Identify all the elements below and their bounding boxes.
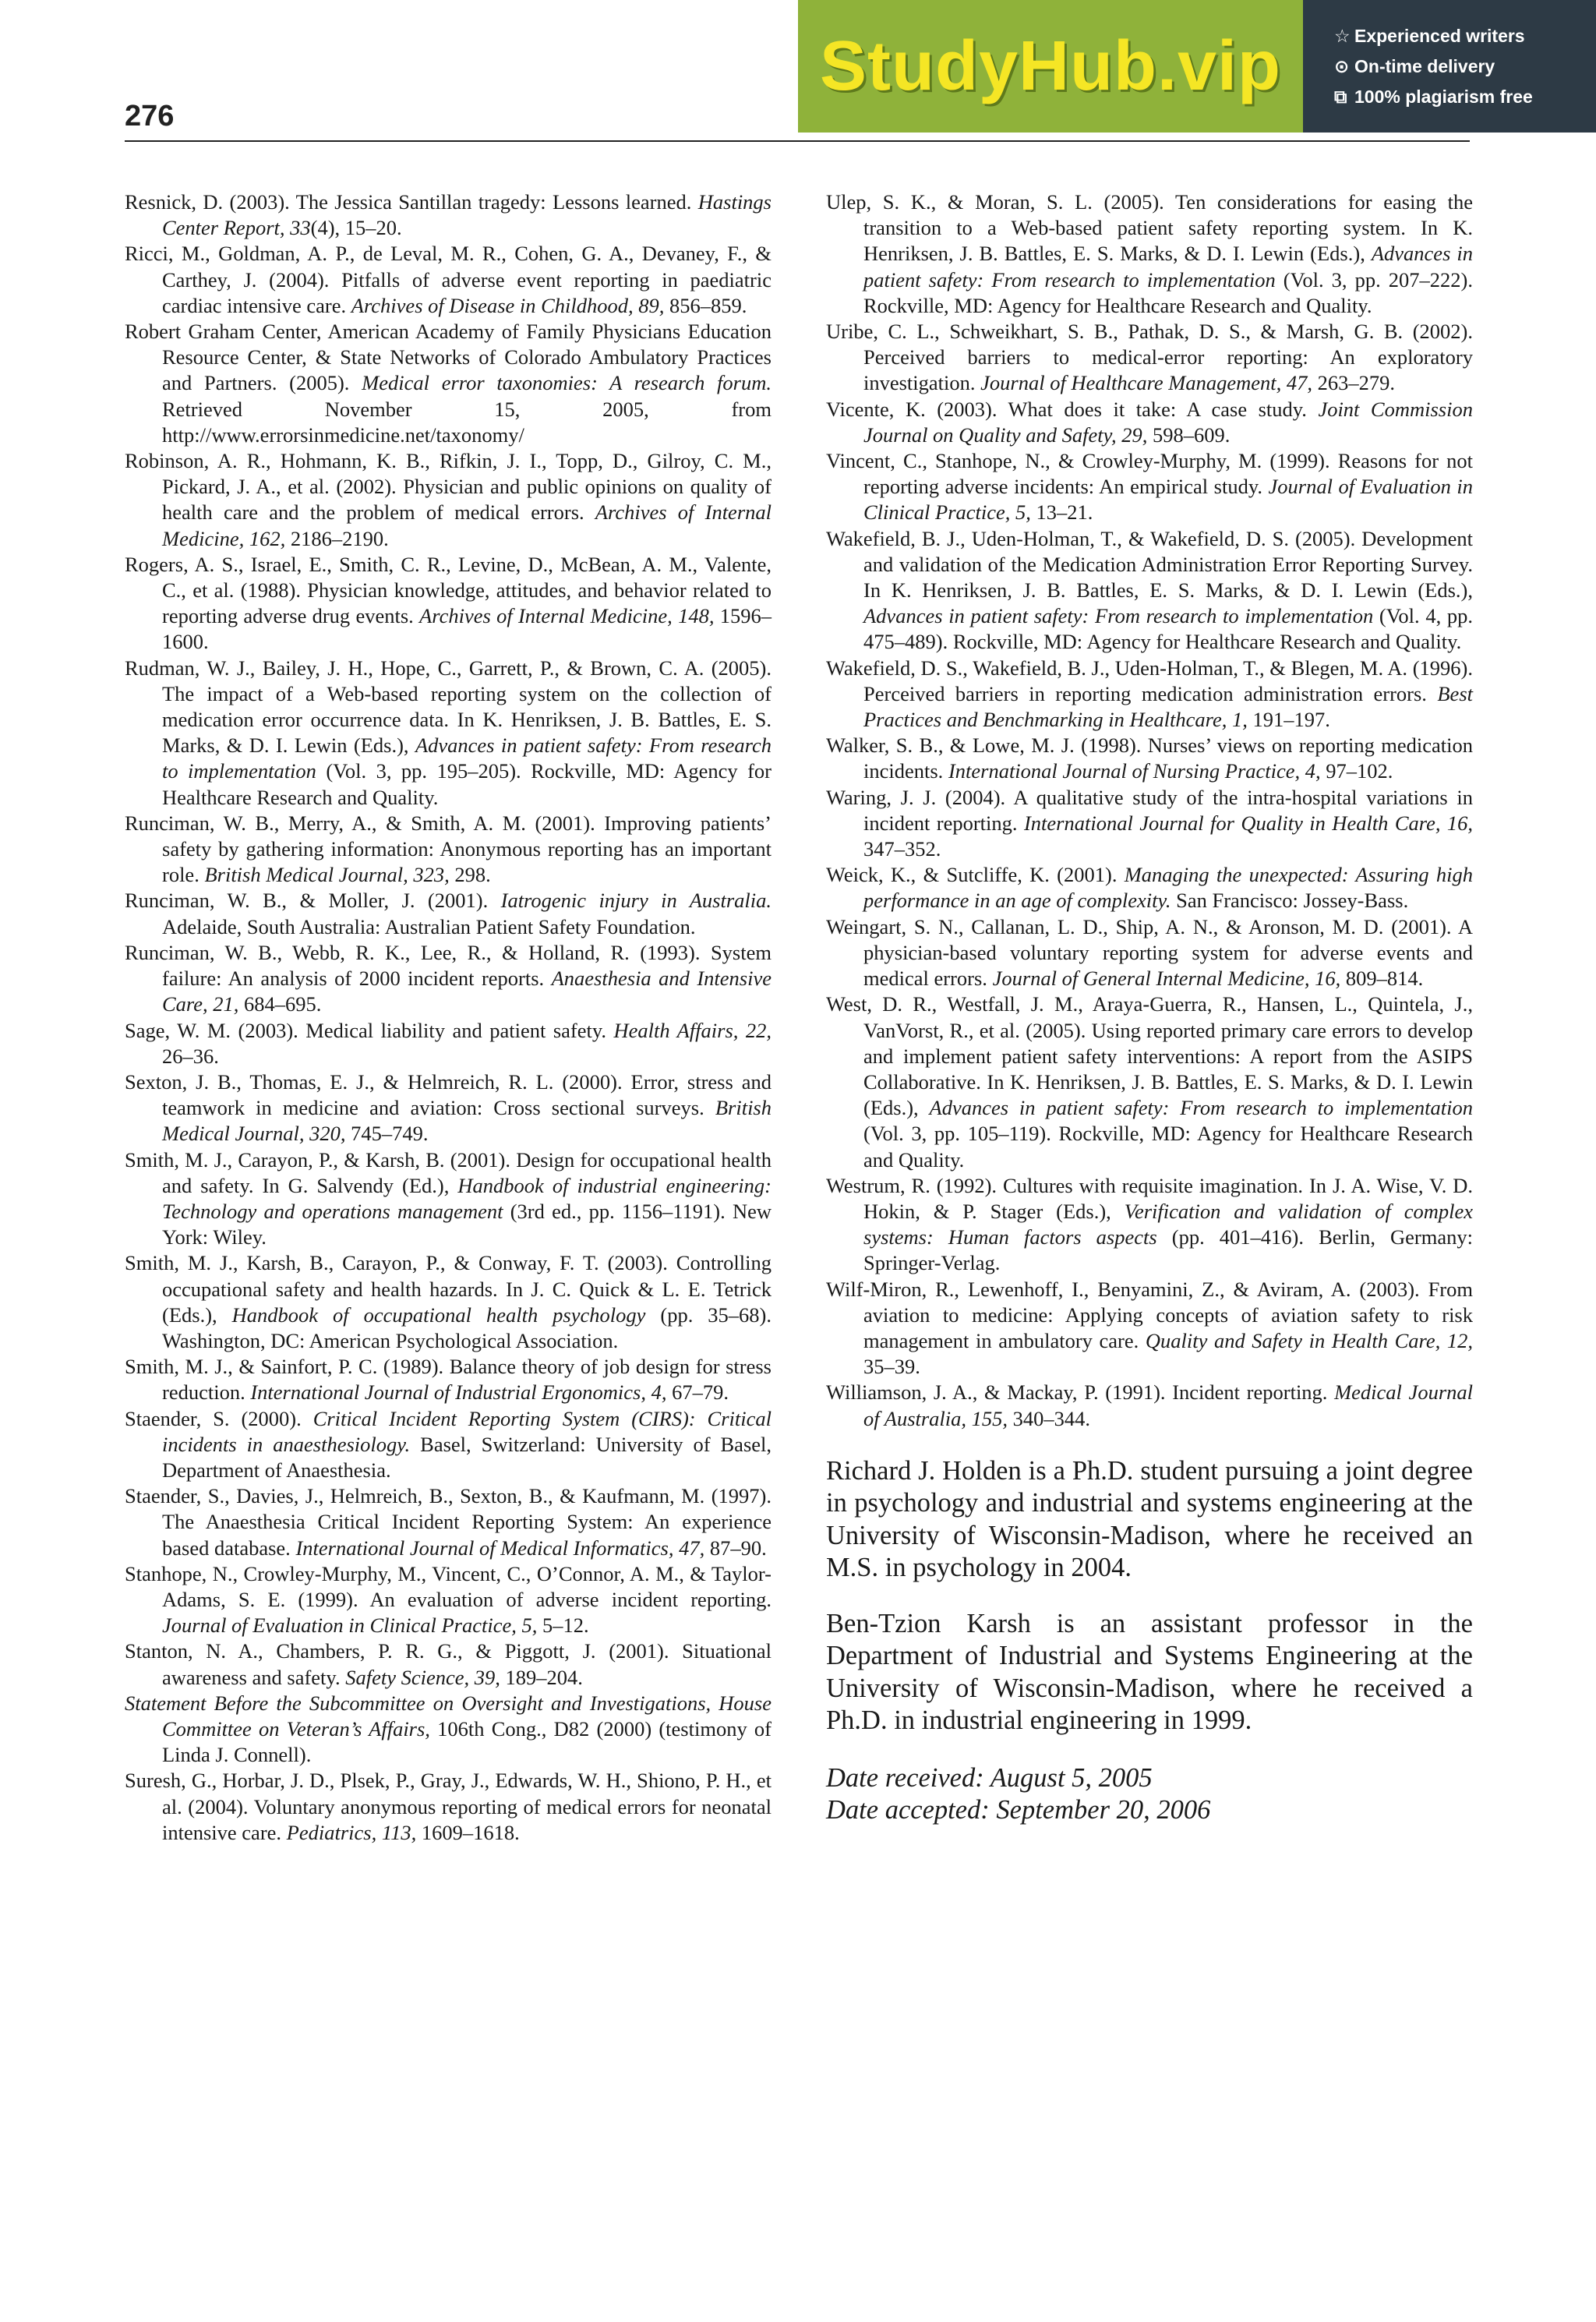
reference-details: 809–814. bbox=[1340, 967, 1424, 991]
banner-features bbox=[1303, 0, 1596, 133]
date-accepted: Date accepted: September 20, 2006 bbox=[826, 1795, 1211, 1825]
reference-text: Wakefield, D. S., Wakefield, B. J., Uden-Holman, T., & Blegen, M. A. (1996). Perceived barriers in reporting medication administration errors. bbox=[826, 656, 1473, 705]
reference-text: Staender, S., Davies, J., Helmreich, B., Sexton, B., & Kaufmann, M. (1997). The Anaesthesia Critical Incident Reporting System: An experience based database. bbox=[125, 1484, 772, 1560]
studyhub-logo-text: StudyHub.vip bbox=[820, 27, 1281, 105]
reference-details: 87–90. bbox=[704, 1536, 767, 1560]
reference-entry bbox=[125, 1147, 772, 1251]
reference-details: 26–36. bbox=[162, 1044, 219, 1068]
reference-entry bbox=[826, 319, 1473, 397]
reference-entry bbox=[125, 241, 772, 319]
reference-text: Wilf-Miron, R., Lewenhoff, I., Benyamini, Z., & Aviram, A. (2003). From aviation to medicine: Applying concepts of aviation safety to risk management in ambulatory care. bbox=[826, 1277, 1473, 1352]
reference-details: (pp. 35–68). Washington, DC: American Psychological Association. bbox=[162, 1302, 772, 1352]
reference-entry bbox=[826, 448, 1473, 526]
reference-text: Vicente, K. (2003). What does it take: A case study. bbox=[826, 397, 1319, 421]
reference-entry bbox=[826, 1380, 1473, 1431]
reference-entry bbox=[826, 189, 1473, 319]
reference-source: Managing the unexpected: Assuring high performance in an age of complexity. bbox=[863, 863, 1473, 913]
author-bio: Richard J. Holden is a Ph.D. student pursuing a joint degree in psychology and industrial and systems engineering at the University of Wisconsin-Madison, where he received an M.S. in psychology in 2004. bbox=[826, 1455, 1473, 1583]
reference-source: Advances in patient safety: From research to implementation bbox=[162, 733, 772, 783]
date-received: Date received: August 5, 2005 bbox=[826, 1762, 1153, 1793]
header-rule bbox=[125, 140, 1470, 142]
reference-source: Anaesthesia and Intensive Care, 21, bbox=[162, 967, 772, 1016]
banner-feature bbox=[1334, 26, 1596, 47]
reference-details: 340–344. bbox=[1008, 1406, 1091, 1430]
reference-source: Iatrogenic injury in Australia. bbox=[500, 889, 772, 913]
reference-entry bbox=[125, 1069, 772, 1147]
reference-entry bbox=[125, 1250, 772, 1354]
reference-text: Weick, K., & Sutcliffe, K. (2001). bbox=[826, 863, 1125, 887]
reference-source: Safety Science, 39, bbox=[345, 1665, 500, 1689]
reference-source: British Medical Journal, 320, bbox=[162, 1096, 772, 1146]
references-right-column bbox=[826, 189, 1473, 1827]
reference-text: Stanhope, N., Crowley-Murphy, M., Vincent, C., O’Connor, A. M., & Taylor-Adams, S. E. (1999). An evaluation of adverse incident reporting. bbox=[125, 1561, 772, 1611]
reference-text: Ricci, M., Goldman, A. P., de Leval, M. R., Cohen, G. A., Devaney, F., & Carthey, J. (2004). Pitfalls of adverse event reporting in paediatric cardiac intensive care. bbox=[125, 242, 772, 317]
reference-text: Runciman, W. B., Webb, R. K., Lee, R., & Holland, R. (1993). System failure: An analysis of 2000 incident reports. bbox=[125, 940, 772, 991]
reference-source: Journal of Evaluation in Clinical Practice, 5, bbox=[863, 475, 1473, 525]
reference-entry bbox=[826, 397, 1473, 448]
reference-text: Vincent, C., Stanhope, N., & Crowley-Murphy, M. (1999). Reasons for not reporting adverse incidents: An empirical study. bbox=[826, 449, 1473, 499]
reference-text: Robert Graham Center, American Academy of Family Physicians Education Resource Center, & State Networks of Colorado Ambulatory Practices and Partners. (2005). bbox=[125, 320, 772, 395]
studyhub-logo[interactable] bbox=[798, 0, 1303, 133]
reference-entry bbox=[125, 656, 772, 811]
reference-entry bbox=[125, 189, 772, 241]
reference-details: Basel, Switzerland: University of Basel, Department of Anaesthesia. bbox=[162, 1432, 772, 1482]
reference-text: West, D. R., Westfall, J. M., Araya-Guerra, R., Hansen, L., Quintela, J., VanVorst, R., et al. (2005). Using reported primary care errors to develop and implement patient safety interventions: A report from the ASIPS Collaborative. In K. Henriksen, J. B. Battles, E. S. Marks, & D. I. Lewin (Eds.), bbox=[826, 992, 1473, 1120]
banner-feature bbox=[1334, 87, 1596, 108]
reference-entry bbox=[125, 1638, 772, 1690]
reference-details: (Vol. 4, pp. 475–489). Rockville, MD: Agency for Healthcare Research and Quality. bbox=[863, 604, 1473, 654]
reference-details: 263–279. bbox=[1312, 371, 1396, 395]
reference-details: 35–39. bbox=[863, 1355, 920, 1379]
reference-text: Wakefield, B. J., Uden-Holman, T., & Wakefield, D. S. (2005). Development and validation of the Medication Administration Error Reporting Survey. In K. Henriksen, J. B. Battles, E. S. Marks, & D. I. Lewin (Eds.), bbox=[826, 526, 1473, 603]
reference-details: 298. bbox=[449, 863, 491, 887]
reference-details: Retrieved November 15, 2005, from http://www.errorsinmedicine.net/taxonomy/ bbox=[162, 397, 772, 447]
banner-feature-label: On-time delivery bbox=[1354, 55, 1495, 76]
reference-entry bbox=[125, 1354, 772, 1405]
author-bio: Ben-Tzion Karsh is an assistant professor in the Department of Industrial and Systems Engineering at the University of Wisconsin-Madison, where he received a Ph.D. in industrial engineering in 1999. bbox=[826, 1608, 1473, 1736]
reference-source: Journal of General Internal Medicine, 16, bbox=[992, 967, 1341, 991]
reference-details: (Vol. 3, pp. 105–119). Rockville, MD: Agency for Healthcare Research and Quality. bbox=[863, 1122, 1473, 1172]
reference-text: Sage, W. M. (2003). Medical liability and patient safety. bbox=[125, 1018, 614, 1042]
reference-details: 106th Cong., D82 (2000) (testimony of Linda J. Connell). bbox=[162, 1716, 772, 1767]
reference-details: 5–12. bbox=[537, 1613, 589, 1638]
reference-entry bbox=[826, 785, 1473, 863]
reference-text: Resnick, D. (2003). The Jessica Santillan tragedy: Lessons learned. bbox=[125, 190, 698, 214]
reference-text: Rogers, A. S., Israel, E., Smith, C. R., Levine, D., McBean, A. M., Valente, C., et al. (1988). Physician knowledge, attitudes, and behavior related to reporting adverse drug events. bbox=[125, 552, 772, 628]
reference-entry bbox=[826, 1277, 1473, 1380]
reference-details: (Vol. 3, pp. 207–222). Rockville, MD: Agency for Healthcare Research and Quality. bbox=[863, 267, 1474, 317]
reference-entry bbox=[125, 1768, 772, 1846]
reference-source: Advances in patient safety: From research to implementation bbox=[863, 604, 1374, 628]
reference-entry bbox=[826, 862, 1473, 914]
reference-text: Stanton, N. A., Chambers, P. R. G., & Piggott, J. (2001). Situational awareness and safety. bbox=[125, 1639, 772, 1689]
reference-text: Westrum, R. (1992). Cultures with requisite imagination. In J. A. Wise, V. D. Hokin, & P. Stager (Eds.), bbox=[826, 1173, 1473, 1223]
reference-details: 67–79. bbox=[666, 1380, 729, 1405]
reference-entry bbox=[125, 1483, 772, 1561]
reference-entry bbox=[125, 940, 772, 1018]
reference-entry bbox=[125, 319, 772, 448]
reference-details: 598–609. bbox=[1147, 422, 1231, 447]
reference-details: 745–749. bbox=[345, 1122, 429, 1146]
reference-details: San Francisco: Jossey-Bass. bbox=[1171, 889, 1409, 913]
reference-source: British Medical Journal, 323, bbox=[204, 863, 450, 887]
reference-source: Handbook of occupational health psychology bbox=[231, 1302, 646, 1327]
reference-source: Pediatrics, 113, bbox=[286, 1820, 417, 1844]
reference-source: International Journal of Nursing Practice, 4, bbox=[948, 759, 1321, 783]
reference-source: Critical Incident Reporting System (CIRS): Critical incidents in anaesthesiology. bbox=[162, 1406, 772, 1456]
reference-entry bbox=[125, 888, 772, 939]
reference-entry bbox=[125, 1018, 772, 1069]
reference-source: International Journal for Quality in Health Care, 16, bbox=[1023, 811, 1474, 835]
reference-source: Archives of Disease in Childhood, 89, bbox=[351, 293, 665, 317]
reference-source: Best Practices and Benchmarking in Healthcare, 1, bbox=[863, 681, 1473, 732]
reference-entry bbox=[125, 448, 772, 552]
reference-details: 191–197. bbox=[1247, 708, 1330, 732]
reference-details: Adelaide, South Australia: Australian Patient Safety Foundation. bbox=[162, 914, 696, 938]
reference-source: Archives of Internal Medicine, 162, bbox=[162, 500, 772, 550]
reference-text: Ulep, S. K., & Moran, S. L. (2005). Ten considerations for easing the transition to a Web-based patient safety reporting system. In K. Henriksen, J. B. Battles, E. S. Marks, & D. I. Lewin (Eds.), bbox=[826, 190, 1473, 266]
reference-entry bbox=[125, 1406, 772, 1484]
reference-text: Rudman, W. J., Bailey, J. H., Hope, C., Garrett, P., & Brown, C. A. (2005). The impact of a Web-based reporting system on the collection of medication error occurrence data. In K. Henriksen, J. B. Battles, E. S. Marks, & D. I. Lewin (Eds.), bbox=[125, 656, 772, 758]
star-icon: ☆ bbox=[1334, 25, 1351, 46]
reference-entry bbox=[826, 914, 1473, 992]
clock-icon: ⊙ bbox=[1334, 55, 1350, 76]
reference-entry bbox=[125, 552, 772, 656]
reference-source: International Journal of Industrial Ergonomics, 4, bbox=[250, 1380, 667, 1405]
reference-entry bbox=[826, 733, 1473, 784]
reference-text: Williamson, J. A., & Mackay, P. (1991). Incident reporting. bbox=[826, 1380, 1335, 1405]
copy-icon: ⧉ bbox=[1334, 86, 1347, 107]
banner-feature bbox=[1334, 56, 1596, 77]
reference-details: 13–21. bbox=[1030, 500, 1093, 525]
reference-source: Health Affairs, 22, bbox=[613, 1018, 772, 1042]
reference-details: (3rd ed., pp. 1156–1191). New York: Wiley. bbox=[162, 1199, 772, 1249]
ad-banner[interactable] bbox=[798, 0, 1596, 133]
reference-text: Smith, M. J., Karsh, B., Carayon, P., & Conway, F. T. (2003). Controlling occupational safety and health hazards. In J. C. Quick & L. E. Tetrick (Eds.), bbox=[125, 1251, 772, 1327]
reference-source: Journal of Healthcare Management, 47, bbox=[980, 371, 1313, 395]
reference-source: Joint Commission Journal on Quality and Safety, 29, bbox=[863, 397, 1473, 447]
reference-text: Runciman, W. B., Merry, A., & Smith, A. M. (2001). Improving patients’ safety by gathering information: Anonymous reporting has an important role. bbox=[125, 811, 772, 887]
reference-source: International Journal of Medical Informatics, 47, bbox=[295, 1536, 705, 1560]
banner-feature-label: 100% plagiarism free bbox=[1354, 86, 1533, 107]
reference-source: Hastings Center Report, 33 bbox=[162, 190, 772, 240]
reference-text: Staender, S. (2000). bbox=[125, 1406, 313, 1430]
reference-source: Advances in patient safety: From research to implementation bbox=[929, 1096, 1473, 1120]
reference-details: 97–102. bbox=[1320, 759, 1393, 783]
reference-text: Waring, J. J. (2004). A qualitative study of the intra-hospital variations in incident reporting. bbox=[826, 785, 1473, 835]
reference-source: Handbook of industrial engineering: Technology and operations management bbox=[162, 1173, 772, 1223]
reference-entry bbox=[826, 656, 1473, 733]
reference-details: 2186–2190. bbox=[285, 526, 389, 550]
reference-details: 1596–1600. bbox=[162, 604, 772, 654]
banner-feature-label: Experienced writers bbox=[1354, 25, 1525, 46]
reference-entry bbox=[826, 991, 1473, 1172]
reference-details: (pp. 401–416). Berlin, Germany: Springer-Verlag. bbox=[863, 1225, 1473, 1275]
reference-details: 347–352. bbox=[863, 837, 941, 861]
reference-text: Smith, M. J., Carayon, P., & Karsh, B. (2001). Design for occupational health and safety. In G. Salvendy (Ed.), bbox=[125, 1147, 772, 1197]
reference-text: Sexton, J. B., Thomas, E. J., & Helmreich, R. L. (2000). Error, stress and teamwork in medicine and aviation: Cross sectional surveys. bbox=[125, 1069, 772, 1120]
page-number: 276 bbox=[125, 100, 175, 133]
reference-entry bbox=[826, 1173, 1473, 1277]
reference-source: Archives of Internal Medicine, 148, bbox=[419, 604, 715, 628]
reference-entry bbox=[125, 1691, 772, 1769]
reference-text: Runciman, W. B., & Moller, J. (2001). bbox=[125, 889, 501, 913]
article-dates bbox=[826, 1762, 1473, 1827]
reference-source: Quality and Safety in Health Care, 12, bbox=[1145, 1328, 1473, 1352]
reference-text: Walker, S. B., & Lowe, M. J. (1998). Nurses’ views on reporting medication incidents. bbox=[826, 733, 1473, 783]
reference-source: Advances in patient safety: From research to implementation bbox=[863, 242, 1474, 292]
reference-text: Smith, M. J., & Sainfort, P. C. (1989). Balance theory of job design for stress reduction. bbox=[125, 1355, 772, 1405]
reference-text: Suresh, G., Horbar, J. D., Plsek, P., Gray, J., Edwards, W. H., Shiono, P. H., et al. (2004). Voluntary anonymous reporting of medical errors for neonatal intensive care. bbox=[125, 1769, 772, 1844]
reference-source: Statement Before the Subcommittee on Oversight and Investigations, House Committee on Veteran’s Affairs, bbox=[125, 1691, 772, 1741]
reference-text: Weingart, S. N., Callanan, L. D., Ship, A. N., & Aronson, M. D. (2001). A physician-based voluntary reporting system for adverse events and medical errors. bbox=[826, 914, 1473, 991]
reference-details: (4), 15–20. bbox=[310, 216, 402, 240]
reference-entry bbox=[125, 1561, 772, 1639]
reference-text: Robinson, A. R., Hohmann, K. B., Rifkin, J. I., Topp, D., Gilroy, C. M., Pickard, J. A., et al. (2002). Physician and public opinions on quality of health care and the problem of medical errors. bbox=[125, 449, 772, 525]
reference-source: Verification and validation of complex systems: Human factors aspects bbox=[863, 1199, 1474, 1249]
reference-details: 684–695. bbox=[238, 992, 322, 1016]
reference-source: Medical Journal of Australia, 155, bbox=[863, 1380, 1473, 1430]
reference-text: Uribe, C. L., Schweikhart, S. B., Pathak, D. S., & Marsh, G. B. (2002). Perceived barriers to medical-error reporting: An exploratory investigation. bbox=[826, 320, 1473, 395]
reference-source: Medical error taxonomies: A research forum. bbox=[362, 371, 772, 395]
reference-entry bbox=[125, 811, 772, 889]
references-left-column bbox=[125, 189, 772, 1846]
reference-entry bbox=[826, 526, 1473, 656]
reference-details: 856–859. bbox=[664, 293, 747, 317]
reference-details: (Vol. 3, pp. 195–205). Rockville, MD: Agency for Healthcare Research and Quality. bbox=[162, 759, 772, 809]
reference-details: 1609–1618. bbox=[416, 1820, 520, 1844]
reference-details: 189–204. bbox=[500, 1665, 583, 1689]
reference-source: Journal of Evaluation in Clinical Practice, 5, bbox=[162, 1613, 538, 1638]
